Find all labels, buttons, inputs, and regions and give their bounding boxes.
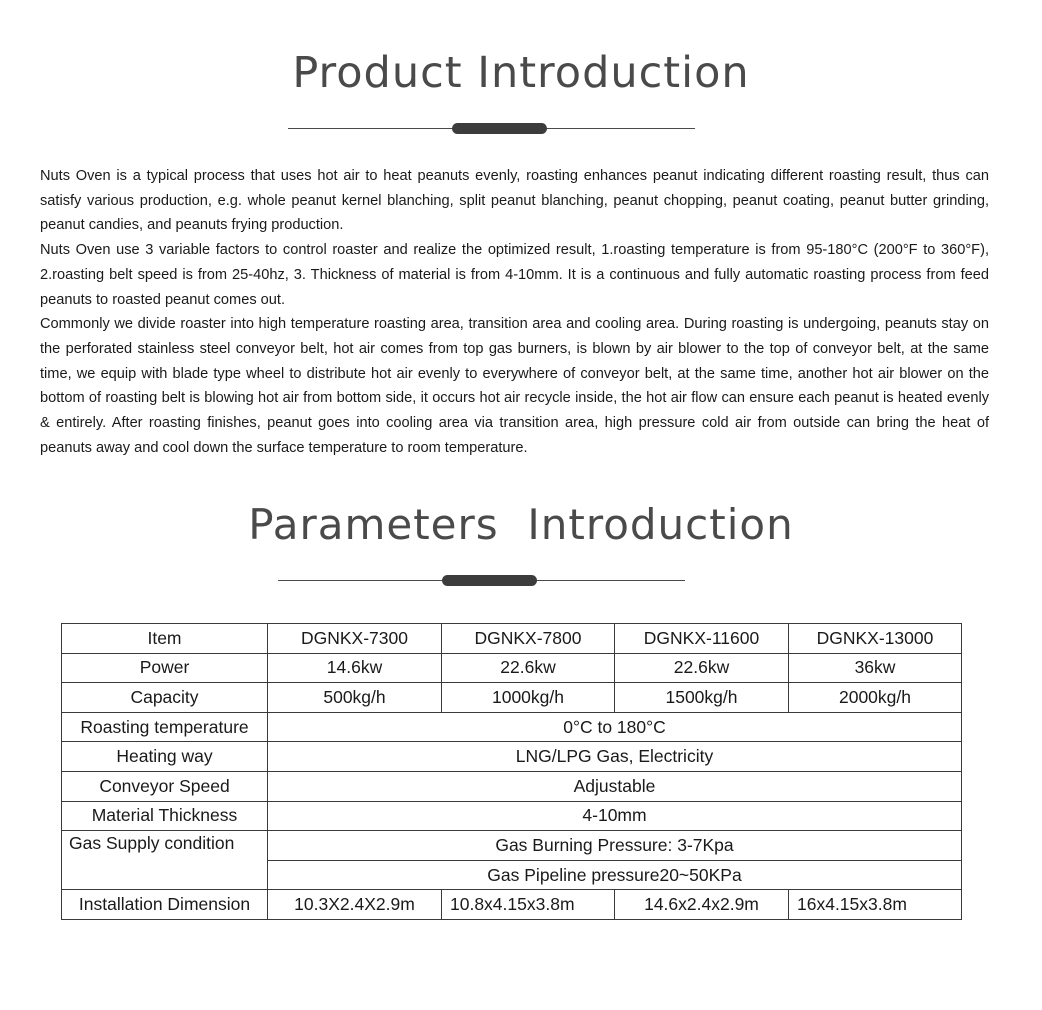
intro-paragraph-3: Commonly we divide roaster into high temperature roasting area, transition area and cooling area. During roasting is undergoing, peanuts stay on the perforated stainless steel conveyor belt, hot air comes from top gas burners, is blown by air blower to the top of conveyor belt, at the same time, we equip with blade type wheel to distribute hot air evenly to everywhere of conveyor belt, at the same time, another hot air blower on the bottom of roasting belt is blowing hot air from bottom side, it occurs hot air recycle inside, the hot air flow can ensure each peanut is heated evenly & entirely. After roasting finishes, peanut goes into cooling area via transition area, high pressure cold air from outside can bring the heat of peanuts away and cool down the surface temperature to room temperature. [40,316,989,456]
divider-accent-bar [452,123,547,134]
model-header: DGNKX-13000 [789,624,962,654]
table-cell: 10.3X2.4X2.9m [268,890,442,920]
table-cell: LNG/LPG Gas, Electricity [268,742,962,772]
product-introduction-text [40,164,989,460]
table-row [62,801,962,831]
table-cell: 10.8x4.15x3.8m [442,890,615,920]
row-label-capacity: Capacity [62,683,268,713]
row-label-heating-way: Heating way [62,742,268,772]
table-row [62,624,962,654]
table-cell: 4-10mm [268,801,962,831]
title-divider [288,128,695,129]
intro-paragraph-2: Nuts Oven use 3 variable factors to control roaster and realize the optimized result, 1.roasting temperature is from 95-180°C (200°F to 360°F), 2.roasting belt speed is from 25-40hz, 3. Thickness of material is from 4-10mm. It is a continuous and fully automatic roasting process from feed peanuts to roasted peanut comes out. [40,242,989,308]
model-header: DGNKX-11600 [615,624,789,654]
title-divider [278,580,685,581]
row-label-material-thickness: Material Thickness [62,801,268,831]
table-cell: 22.6kw [442,653,615,683]
product-introduction-title: Product Introduction [292,48,750,98]
row-label-roasting-temperature: Roasting temperature [62,712,268,742]
parameters-introduction-title: Parameters Introduction [248,500,794,549]
table-cell: 14.6kw [268,653,442,683]
table-cell: 36kw [789,653,962,683]
row-label-conveyor-speed: Conveyor Speed [62,771,268,801]
table-row [62,712,962,742]
table-cell: Gas Pipeline pressure20~50KPa [268,860,962,890]
divider-accent-bar [442,575,537,586]
table-cell: 500kg/h [268,683,442,713]
table-cell: 1500kg/h [615,683,789,713]
table-cell: 0°C to 180°C [268,712,962,742]
table-row [62,683,962,713]
table-cell: 22.6kw [615,653,789,683]
row-label-installation-dimension: Installation Dimension [62,890,268,920]
table-cell: 2000kg/h [789,683,962,713]
table-cell: 16x4.15x3.8m [789,890,962,920]
table-cell: Adjustable [268,771,962,801]
model-header: DGNKX-7800 [442,624,615,654]
model-header: DGNKX-7300 [268,624,442,654]
table-row [62,771,962,801]
row-label-item: Item [62,624,268,654]
table-row [62,653,962,683]
table-cell: Gas Burning Pressure: 3-7Kpa [268,831,962,861]
parameters-table [61,623,962,920]
table-cell: 1000kg/h [442,683,615,713]
intro-paragraph-1: Nuts Oven is a typical process that uses hot air to heat peanuts evenly, roasting enhances peanut indicating different roasting result, thus can satisfy various production, e.g. whole peanut kernel blanching, split peanut blanching, peanut chopping, peanut coating, peanut butter grinding, peanut candies, and peanuts frying production. [40,168,989,234]
table-row [62,831,962,861]
row-label-gas-supply: Gas Supply condition [62,831,268,890]
table-cell: 14.6x2.4x2.9m [615,890,789,920]
row-label-power: Power [62,653,268,683]
table-row [62,890,962,920]
table-row [62,742,962,772]
